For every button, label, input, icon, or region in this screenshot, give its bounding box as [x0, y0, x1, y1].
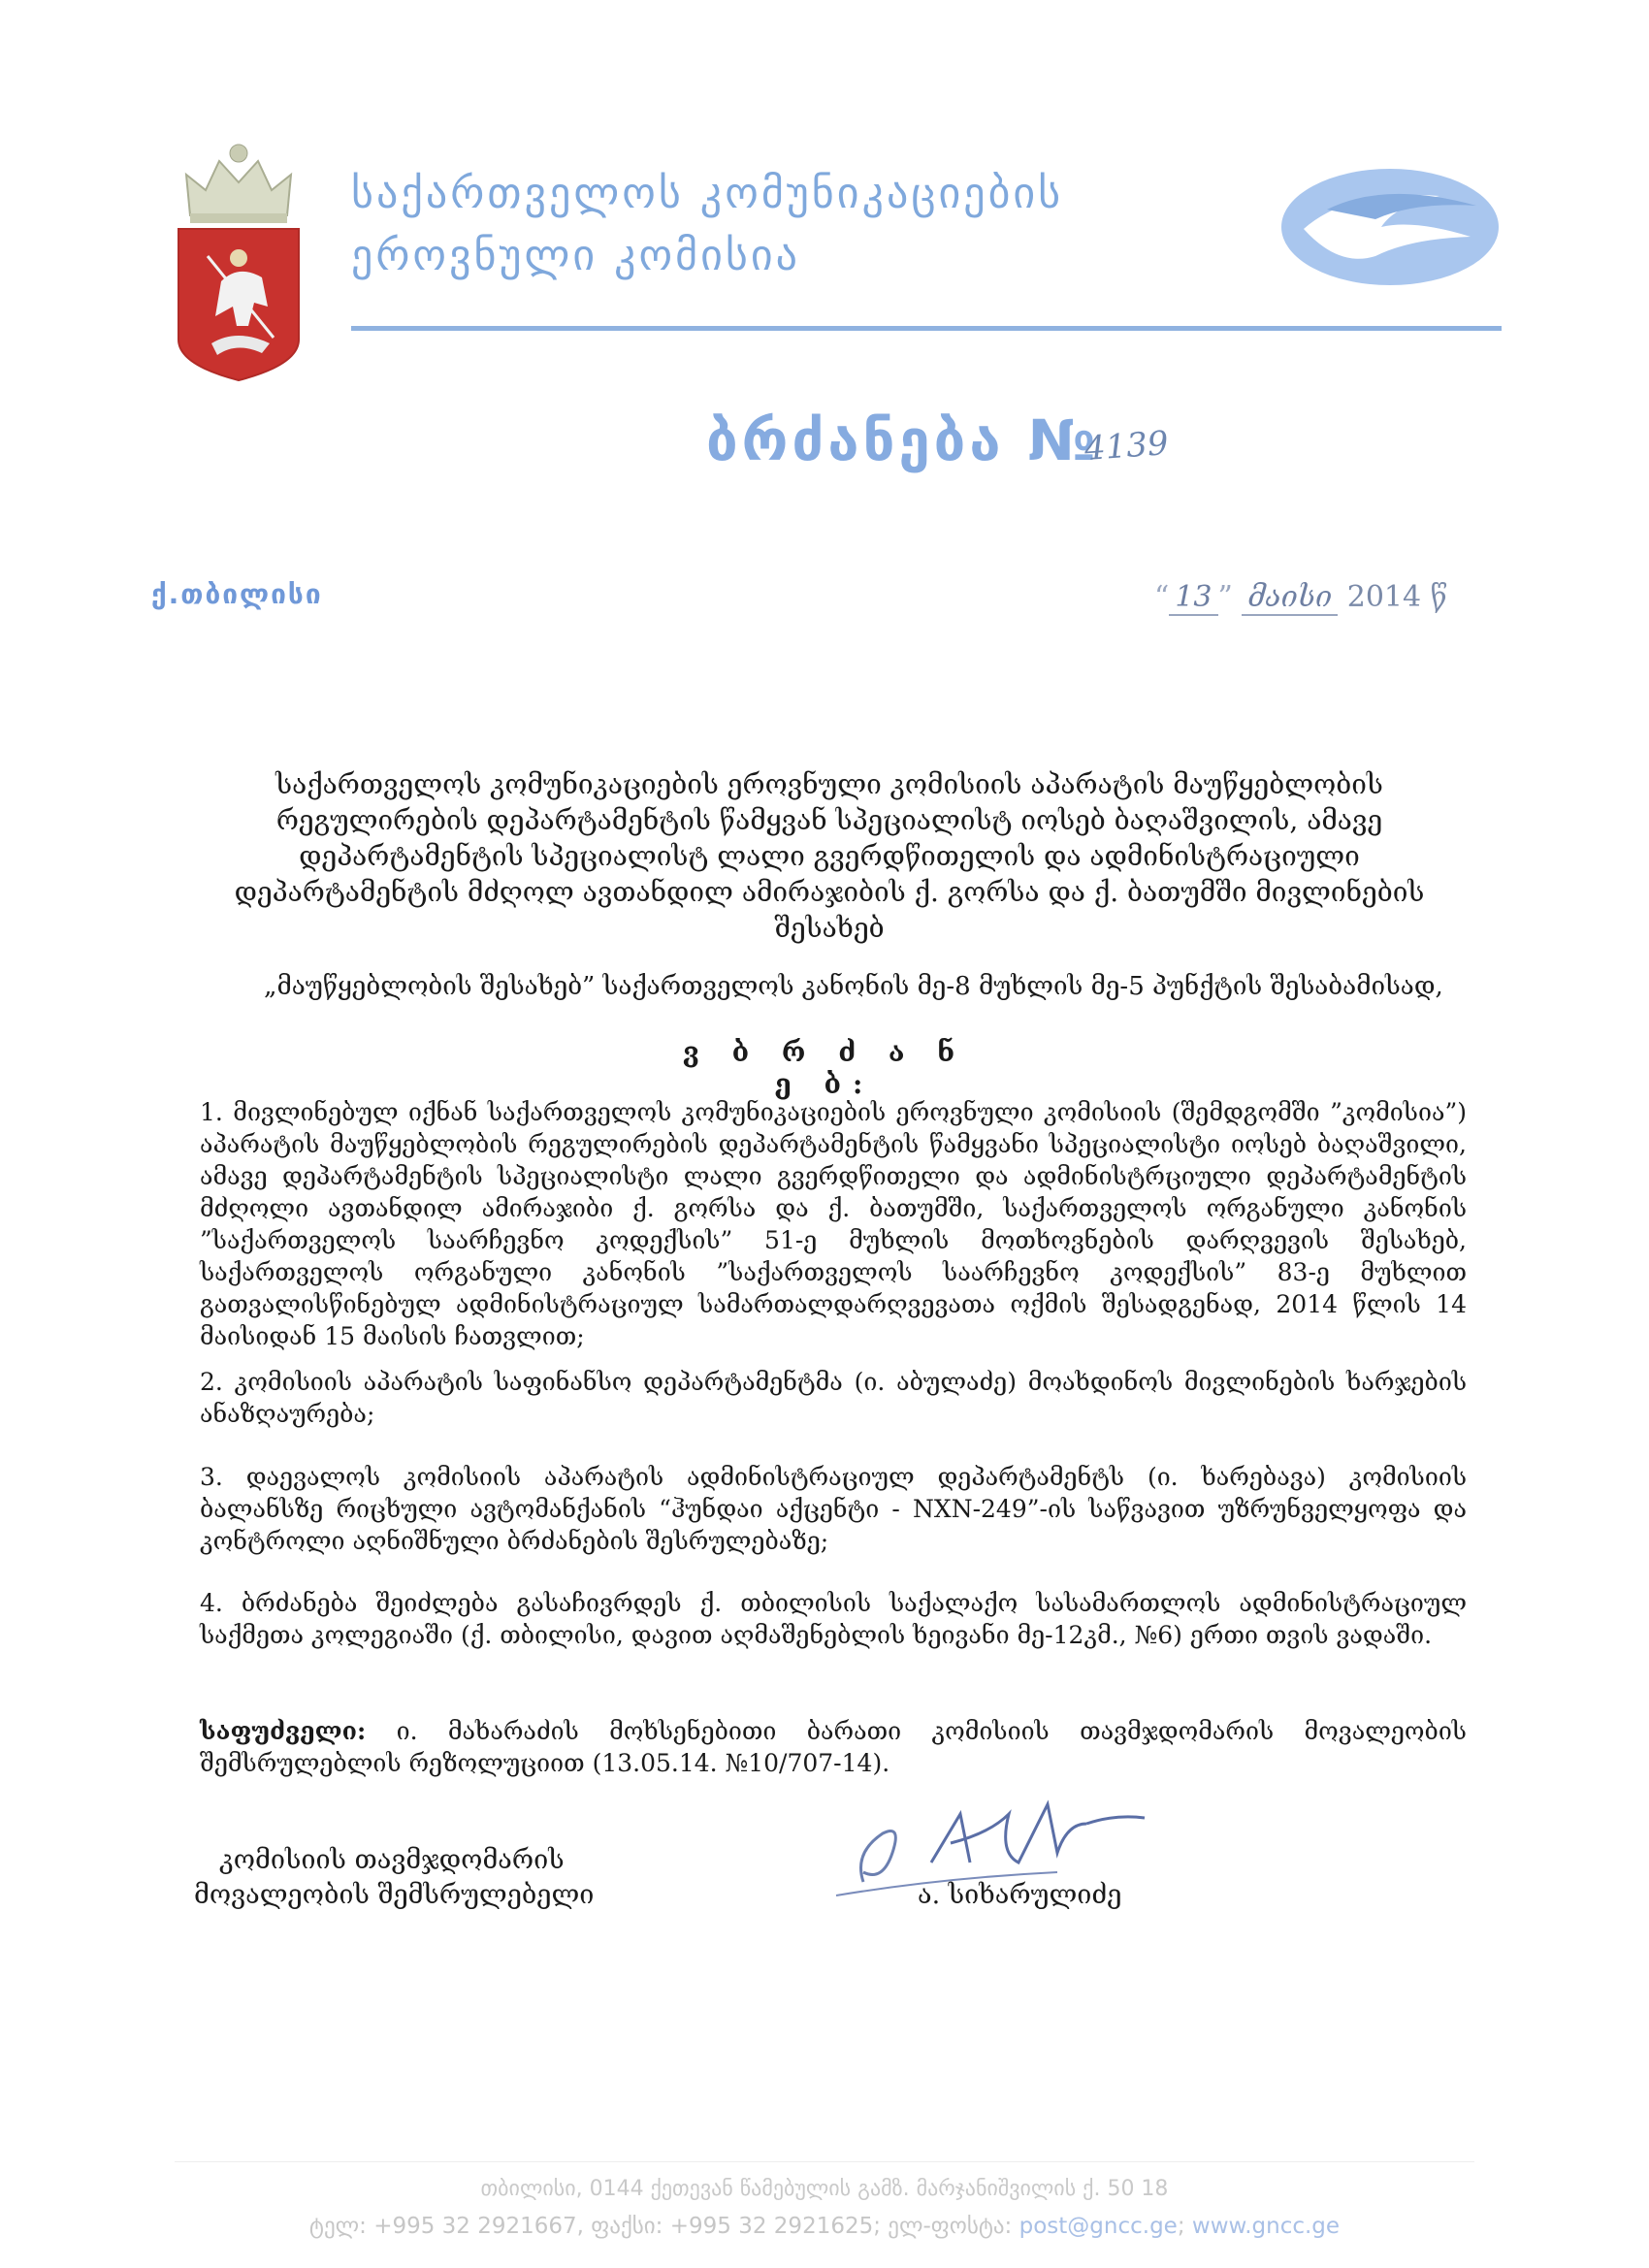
subject-line: დეპარტამენტის სპეციალისტ ლალი გვერდწითელის და ადმინისტრაციული: [299, 840, 1360, 872]
gncc-logo-icon: [1269, 167, 1511, 293]
organization-name-line1: საქართველოს კომუნიკაციების: [351, 169, 1064, 218]
footer-address: თბილისი, 0144 ქეთევან წამებულის გამზ. მარჯანიშვილის ქ. 50 18: [480, 2177, 1169, 2201]
signatory-title-line2: მოვალეობის შემსრულებელი: [194, 1880, 595, 1910]
order-title: ბრძანება №: [706, 407, 1100, 473]
order-item-1: 1. მივლინებულ იქნან საქართველოს კომუნიკაციების ეროვნული კომისიის (შემდგომში ”კომისია”) აპარატის მაუწყებლობის რეგულირების დეპარტამენტის წამყვანი სპეციალისტი იოსებ ბაღაშვილი, ამავე დეპარტამენტის სპეციალისტი ლალი გვერდწითელი და ადმინისტრციული დეპარტამენტის მძღოლი ავთანდილ ამირაჯიბი ქ. გორსა და ქ. ბათუმში, საქართველოს ორგანული კანონის ”საქართველოს საარჩევნო კოდექსის” 51-ე მუხლის მოთხოვნების დარღვევის შესახებ, საქართველოს ორგანული კანონის ”საქართველოს საარჩევნო კოდექსის” 83-ე მუხლით გათვალისწინებულ ადმინისტრაციულ სამართალდარღვევათა ოქმის შესადგენად, 2014 წლის 14 მაისიდან 15 მაისის ჩათვლით;: [200, 1098, 1467, 1350]
date-year: 2014 წ: [1346, 580, 1448, 614]
organization-name: [351, 163, 1224, 287]
organization-name-line2: ეროვნული კომისია: [351, 231, 800, 280]
date-day: 13: [1169, 580, 1217, 616]
document-date: “ 13 ” მაისი 2014 წ: [1154, 580, 1448, 614]
basis-paragraph: [200, 1715, 1467, 1779]
footer-phone: ტელ: +995 32 2921667, ფაქსი: +995 32 2921625; ელ-ფოსტა:: [308, 2214, 1013, 2239]
footer-email-link[interactable]: post@gncc.ge: [1018, 2214, 1178, 2239]
footer-divider: [175, 2161, 1474, 2162]
signatory-title-line1: კომისიის თავმჯდომარის: [219, 1845, 565, 1875]
preamble: „მაუწყებლობის შესახებ” საქართველოს კანონის მე-8 მუხლის მე-5 პუნქტის შესაბამისად,: [264, 972, 1443, 1001]
order-item-4: 4. ბრძანება შეიძლება გასაჩივრდეს ქ. თბილისის საქალაქო სასამართლოს ადმინისტრაციულ საქმეთა კოლეგიაში (ქ. თბილისი, დავით აღმაშენებლის ხეივანი მე-12კმ., №6) ერთი თვის ვადაში.: [200, 1589, 1467, 1649]
order-subject: [184, 766, 1474, 946]
footer-contacts: [175, 2214, 1474, 2239]
footer-separator: ;: [1177, 2214, 1192, 2239]
order-item-3: 3. დაევალოს კომისიის აპარატის ადმინისტრაციულ დეპარტამენტს (ი. ხარებავა) კომისიის ბალანსზე რიცხული ავტომანქანის “ჰუნდაი აქცენტი - NXN-249”-ის საწვავით უზრუნველყოფა და კონტროლი აღნიშნული ბრძანების შესრულებაზე;: [200, 1463, 1467, 1555]
date-month: მაისი: [1242, 580, 1338, 616]
order-item-2: 2. კომისიის აპარატის საფინანსო დეპარტამენტმა (ი. აბულაძე) მოახდინოს მივლინების ხარჯების ანაზღაურება;: [200, 1368, 1467, 1428]
signatory-name: ა. სიხარულიძე: [918, 1880, 1122, 1910]
subject-line: საქართველოს კომუნიკაციების ეროვნული კომისიის აპარატის მაუწყებლობის: [275, 768, 1383, 800]
decree-heading: ვ ბ რ ძ ა ნ ე ბ:: [682, 1036, 967, 1100]
subject-line: შესახებ: [774, 912, 885, 944]
footer-website-link[interactable]: www.gncc.ge: [1191, 2214, 1341, 2239]
order-number: 4139: [1083, 424, 1170, 469]
subject-line: რეგულირების დეპარტამენტის წამყვან სპეციალისტ იოსებ ბაღაშვილის, ამავე: [275, 804, 1383, 836]
signatory-title: [194, 1843, 594, 1913]
city: ქ.თბილისი: [151, 578, 323, 610]
coat-of-arms-icon: [173, 136, 305, 384]
basis-label: საფუძველი:: [200, 1717, 367, 1745]
subject-line: დეპარტამენტის მძღოლ ავთანდილ ამირაჯიბის ქ. გორსა და ქ. ბათუმში მივლინების: [234, 876, 1425, 908]
header-divider: [351, 326, 1502, 331]
basis-text: ი. მახარაძის მოხსენებითი ბარათი კომისიის თავმჯდომარის მოვალეობის შემსრულებლის რეზოლუციით (13.05.14. №10/707-14).: [200, 1717, 1467, 1777]
